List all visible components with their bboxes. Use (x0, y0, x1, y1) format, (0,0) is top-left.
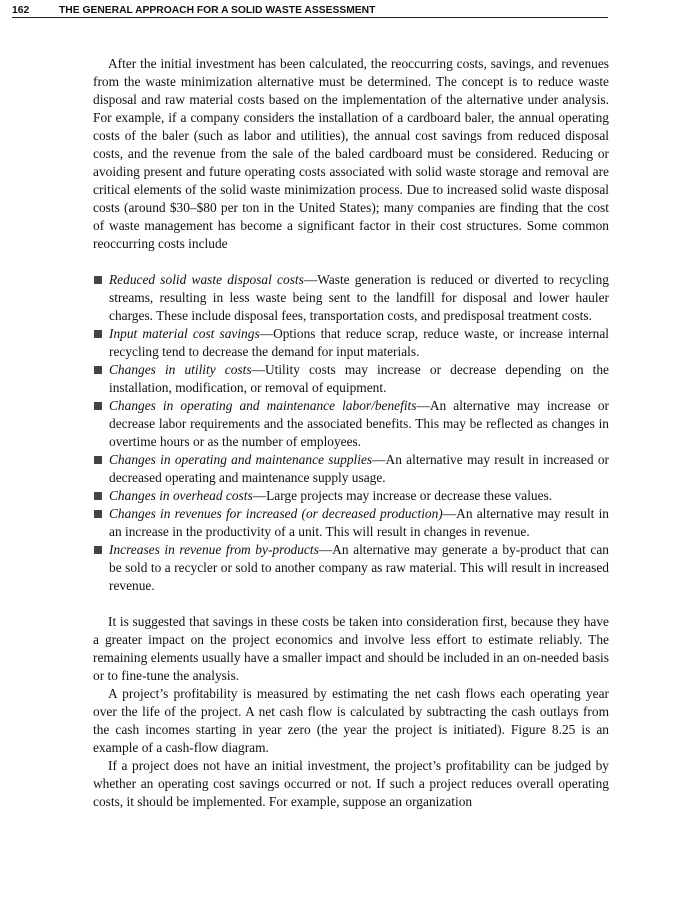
body-text (93, 55, 609, 811)
bullet-term: Increases in revenue from by-products (109, 542, 319, 557)
intro-paragraph: After the initial investment has been calculated, the reoccurring costs, savings, and revenues from the waste minimization alternative must be determined. The concept is to reduce waste disposal and raw material costs based on the implementation of the alternative under analysis. For example, if a company considers the installation of a cardboard baler, the annual operating costs of the baler (such as labor and utilities), the annual cost savings from reduced disposal costs, and the revenue from the sale of the baled cardboard must be considered. Reducing or avoiding present and future operating costs associated with solid waste storage and removal are critical elements of the solid waste minimization process. Due to increased solid waste disposal costs (around $30–$80 per ton in the United States); many companies are finding that the cost of waste management has become a significant factor in their cost structures. Some common reoccurring costs include (93, 56, 609, 251)
paragraph-no-investment: If a project does not have an initial investment, the project’s profitability can be judged by whether an operating cost savings occurred or not. If such a project reduces overall operating costs, it should be implemented. For example, suppose an organization (93, 758, 609, 809)
reoccurring-costs-list (93, 271, 609, 595)
bullet-text: —Utility costs may increase or decrease depending on the installation, modification, or removal of equipment. (109, 362, 609, 395)
bullet-term: Changes in operating and maintenance supplies (109, 452, 373, 467)
bullet-term: Changes in operating and maintenance labor/benefits (109, 398, 417, 413)
bullet-text: —An alternative may result in increased or decreased operating and maintenance supply usage. (109, 452, 609, 485)
page-number: 162 (12, 5, 30, 16)
list-item (93, 541, 609, 595)
bullet-text: —Large projects may increase or decrease these values. (252, 488, 553, 503)
list-item (93, 397, 609, 451)
paragraph-cost-priority: It is suggested that savings in these costs be taken into consideration first, because they have a greater impact on the project economics and involve less effort to estimate reliably. The remaining elements usually have a smaller impact and should be included in an on-needed basis or to fine-tune the analysis. (93, 614, 609, 683)
bullet-square-icon (94, 546, 102, 554)
bullet-term: Reduced solid waste disposal costs (109, 272, 304, 287)
list-item (93, 325, 609, 361)
paragraph-profitability: A project’s profitability is measured by estimating the net cash flows each operating year over the life of the project. A net cash flow is calculated by subtracting the cash outlays from the cash incomes starting in year zero (the year the project is initiated). Figure 8.25 is an example of a cash-flow diagram. (93, 686, 609, 755)
bullet-text: —Waste generation is reduced or diverted to recycling streams, resulting in less waste being sent to the landfill for disposal and lower hauler charges. These include disposal fees, transportation costs, and predisposal treatment costs. (109, 272, 609, 323)
bullet-text: —An alternative may increase or decrease labor requirements and the associated benefits. This may be reflected as changes in overtime hours or as the number of employees. (109, 398, 609, 449)
running-title: THE GENERAL APPROACH FOR A SOLID WASTE ASSESSMENT (59, 5, 376, 16)
bullet-square-icon (94, 510, 102, 518)
bullet-square-icon (94, 366, 102, 374)
bullet-text: —An alternative may result in an increase in the productivity of a unit. This will result in changes in revenue. (109, 506, 610, 539)
list-item (93, 271, 609, 325)
bullet-square-icon (94, 456, 102, 464)
bullet-term: Changes in utility costs (109, 362, 252, 377)
bullet-square-icon (94, 276, 102, 284)
bullet-term: Changes in overhead costs (109, 488, 253, 503)
list-item (93, 361, 609, 397)
bullet-square-icon (94, 330, 102, 338)
list-item (93, 505, 609, 541)
bullet-square-icon (94, 492, 102, 500)
list-item (93, 451, 609, 487)
bullet-text: —An alternative may generate a by-product that can be sold to a recycler or sold to another company as raw material. This will result in increased revenue. (109, 542, 609, 593)
bullet-square-icon (94, 402, 102, 410)
bullet-term: Input material cost savings (109, 326, 260, 341)
list-item (93, 487, 609, 505)
running-header (12, 5, 608, 18)
bullet-term: Changes in revenues for increased (or decreased production) (109, 506, 443, 521)
bullet-text: —Options that reduce scrap, reduce waste, or increase internal recycling tend to decrease the demand for input materials. (109, 326, 609, 359)
